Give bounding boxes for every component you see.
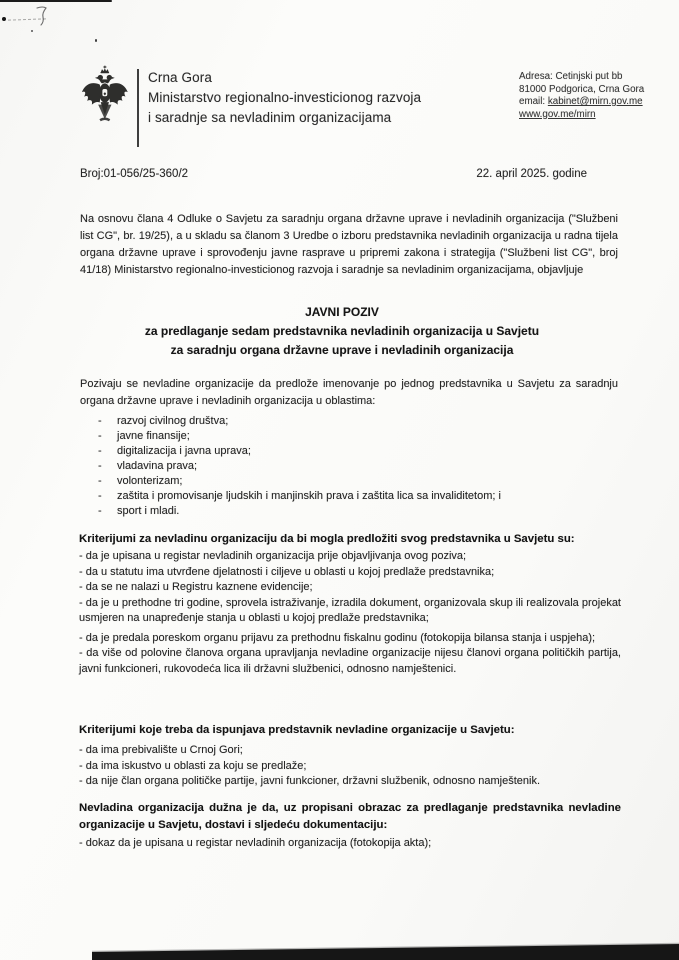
montenegro-coat-of-arms-icon (79, 64, 129, 126)
document-title-block (80, 303, 604, 360)
invitation-section (80, 376, 618, 519)
ministry-name-line1: Ministarstvo regionalno-investicionog razvoja (148, 90, 422, 105)
country-name: Crna Gora (148, 70, 212, 85)
invitation-paragraph: Pozivaju se nevladine organizacije da predlože imenovanje po jednog predstavnika u Savjetu za saradnju organa državne uprave i nevladinih organizacija u oblastima: (80, 378, 618, 407)
rep-criteria-item: - da ima iskustvo u oblasti za koju se predlaže; (79, 759, 307, 772)
area-list-item: - vladavina prava; (98, 459, 618, 474)
document-date: 22. april 2025. godine (476, 168, 587, 180)
reference-number: Broj:01-056/25-360/2 (80, 168, 189, 180)
reference-line (80, 168, 618, 180)
document-subtitle-2: za saradnju organa državne uprave i nevladinih organizacija (170, 343, 514, 357)
address-block (519, 71, 644, 121)
org-criteria-section (79, 531, 621, 677)
intro-paragraph: Na osnovu člana 4 Odluke o Savjetu za saradnju organa državne uprave i nevladinih organizacija ("Službeni list CG", br. 19/25), a u skladu sa članom 3 Uredbe o izboru predstavnika nevladinih organizacija u radna tijela organa državne uprave i sprovođenju javne rasprave u pripremi zakona i strategija ("Službeni list CG", broj 41/18) Ministarstvo regionalno-investicionog razvoja i saradnje sa nevladinim organizacijama, objavljuje (80, 213, 618, 276)
address-line2: 81000 Podgorica, Crna Gora (519, 83, 645, 95)
org-criteria-item: - da je upisana u registar nevladinih organizacija prije objavljivanja ovog poziva; (79, 550, 467, 562)
org-name-block (148, 68, 421, 128)
address-line1: Adresa: Cetinjski put bb (519, 71, 623, 82)
ministry-name-line2: i saradnje sa nevladinim organizacijama (148, 110, 392, 125)
scan-edge-bottom (0, 940, 679, 960)
handwriting-mark (34, 4, 52, 28)
email-line (519, 96, 644, 109)
scan-speck (95, 39, 97, 42)
rep-criteria-section (79, 722, 621, 790)
area-list-item: - zaštita i promovisanje ljudskih i manjinskih prava i zaštita lica sa invaliditetom; i (98, 489, 618, 504)
org-criteria-item: - da više od polovine članova organa upravljanja nevladine organizacije nijesu članovi organa političkih partija, javni funkcioneri, rukovodeća lica ili državni službenici, odnosno namještenici. (79, 647, 621, 675)
org-criteria-heading: Kriterijumi za nevladinu organizaciju da bi mogla predložiti svog predstavnika u Savjetu su: (79, 533, 575, 545)
area-list-item: - volonterizam; (98, 474, 618, 489)
email-label: email: (519, 96, 546, 107)
area-list-item: - digitalizacija i javna uprava; (98, 444, 618, 459)
org-criteria-item: - da je predala poreskom organu prijavu za prethodnu fiskalnu godinu (fotokopija bilansa stanja i uspjeha); (79, 631, 596, 644)
org-criteria-item: - da se ne nalazi u Registru kaznene evidencije; (79, 581, 313, 593)
org-criteria-item: - da je u prethodne tri godine, sprovela istraživanje, izradila dokument, organizovala skup ili realizovala projekat usmjeren na unapređenje stanja u oblasti u kojoj predlaže predstavnika; (79, 596, 621, 624)
area-list-item: - razvoj civilnog društva; (98, 414, 618, 429)
area-list-item: - sport i mladi. (98, 504, 618, 519)
scan-edge-top-line (0, 0, 112, 2)
header-divider (137, 69, 139, 147)
rep-criteria-item: - da ima prebivalište u Crnoj Gori; (79, 744, 243, 756)
website-url: www.gov.me/mirn (519, 108, 596, 120)
rep-criteria-heading: Kriterijumi koje treba da ispunjava predstavnik nevladine organizacije u Savjetu: (79, 724, 515, 736)
email-address: kabinet@mirn.gov.me (547, 96, 643, 107)
documentation-section (79, 800, 621, 852)
scan-speck (2, 17, 6, 21)
documentation-heading: Nevladina organizacija dužna je da, uz propisani obrazac za predlaganje predstavnika nevladine organizacije u Savjetu, dostavi i sljedeću dokumentaciju: (79, 802, 621, 831)
document-subtitle-1: za predlaganje sedam predstavnika nevladinih organizacija u Savjetu (144, 324, 540, 338)
document-title: JAVNI POZIV (305, 305, 379, 319)
areas-list (80, 414, 618, 519)
rep-criteria-item: - da nije član organa političke partije, javni funkcioner, državni službenik, odnosno namještenik. (79, 775, 541, 787)
area-list-item: - javne finansije; (98, 429, 618, 444)
documentation-item: - dokaz da je upisana u registar nevladinih organizacija (fotokopija akta); (79, 837, 432, 849)
scan-speck (31, 30, 33, 32)
org-criteria-item: - da u statutu ima utvrđene djelatnosti i ciljeve u oblasti u kojoj predlaže predstavnika; (79, 565, 495, 578)
